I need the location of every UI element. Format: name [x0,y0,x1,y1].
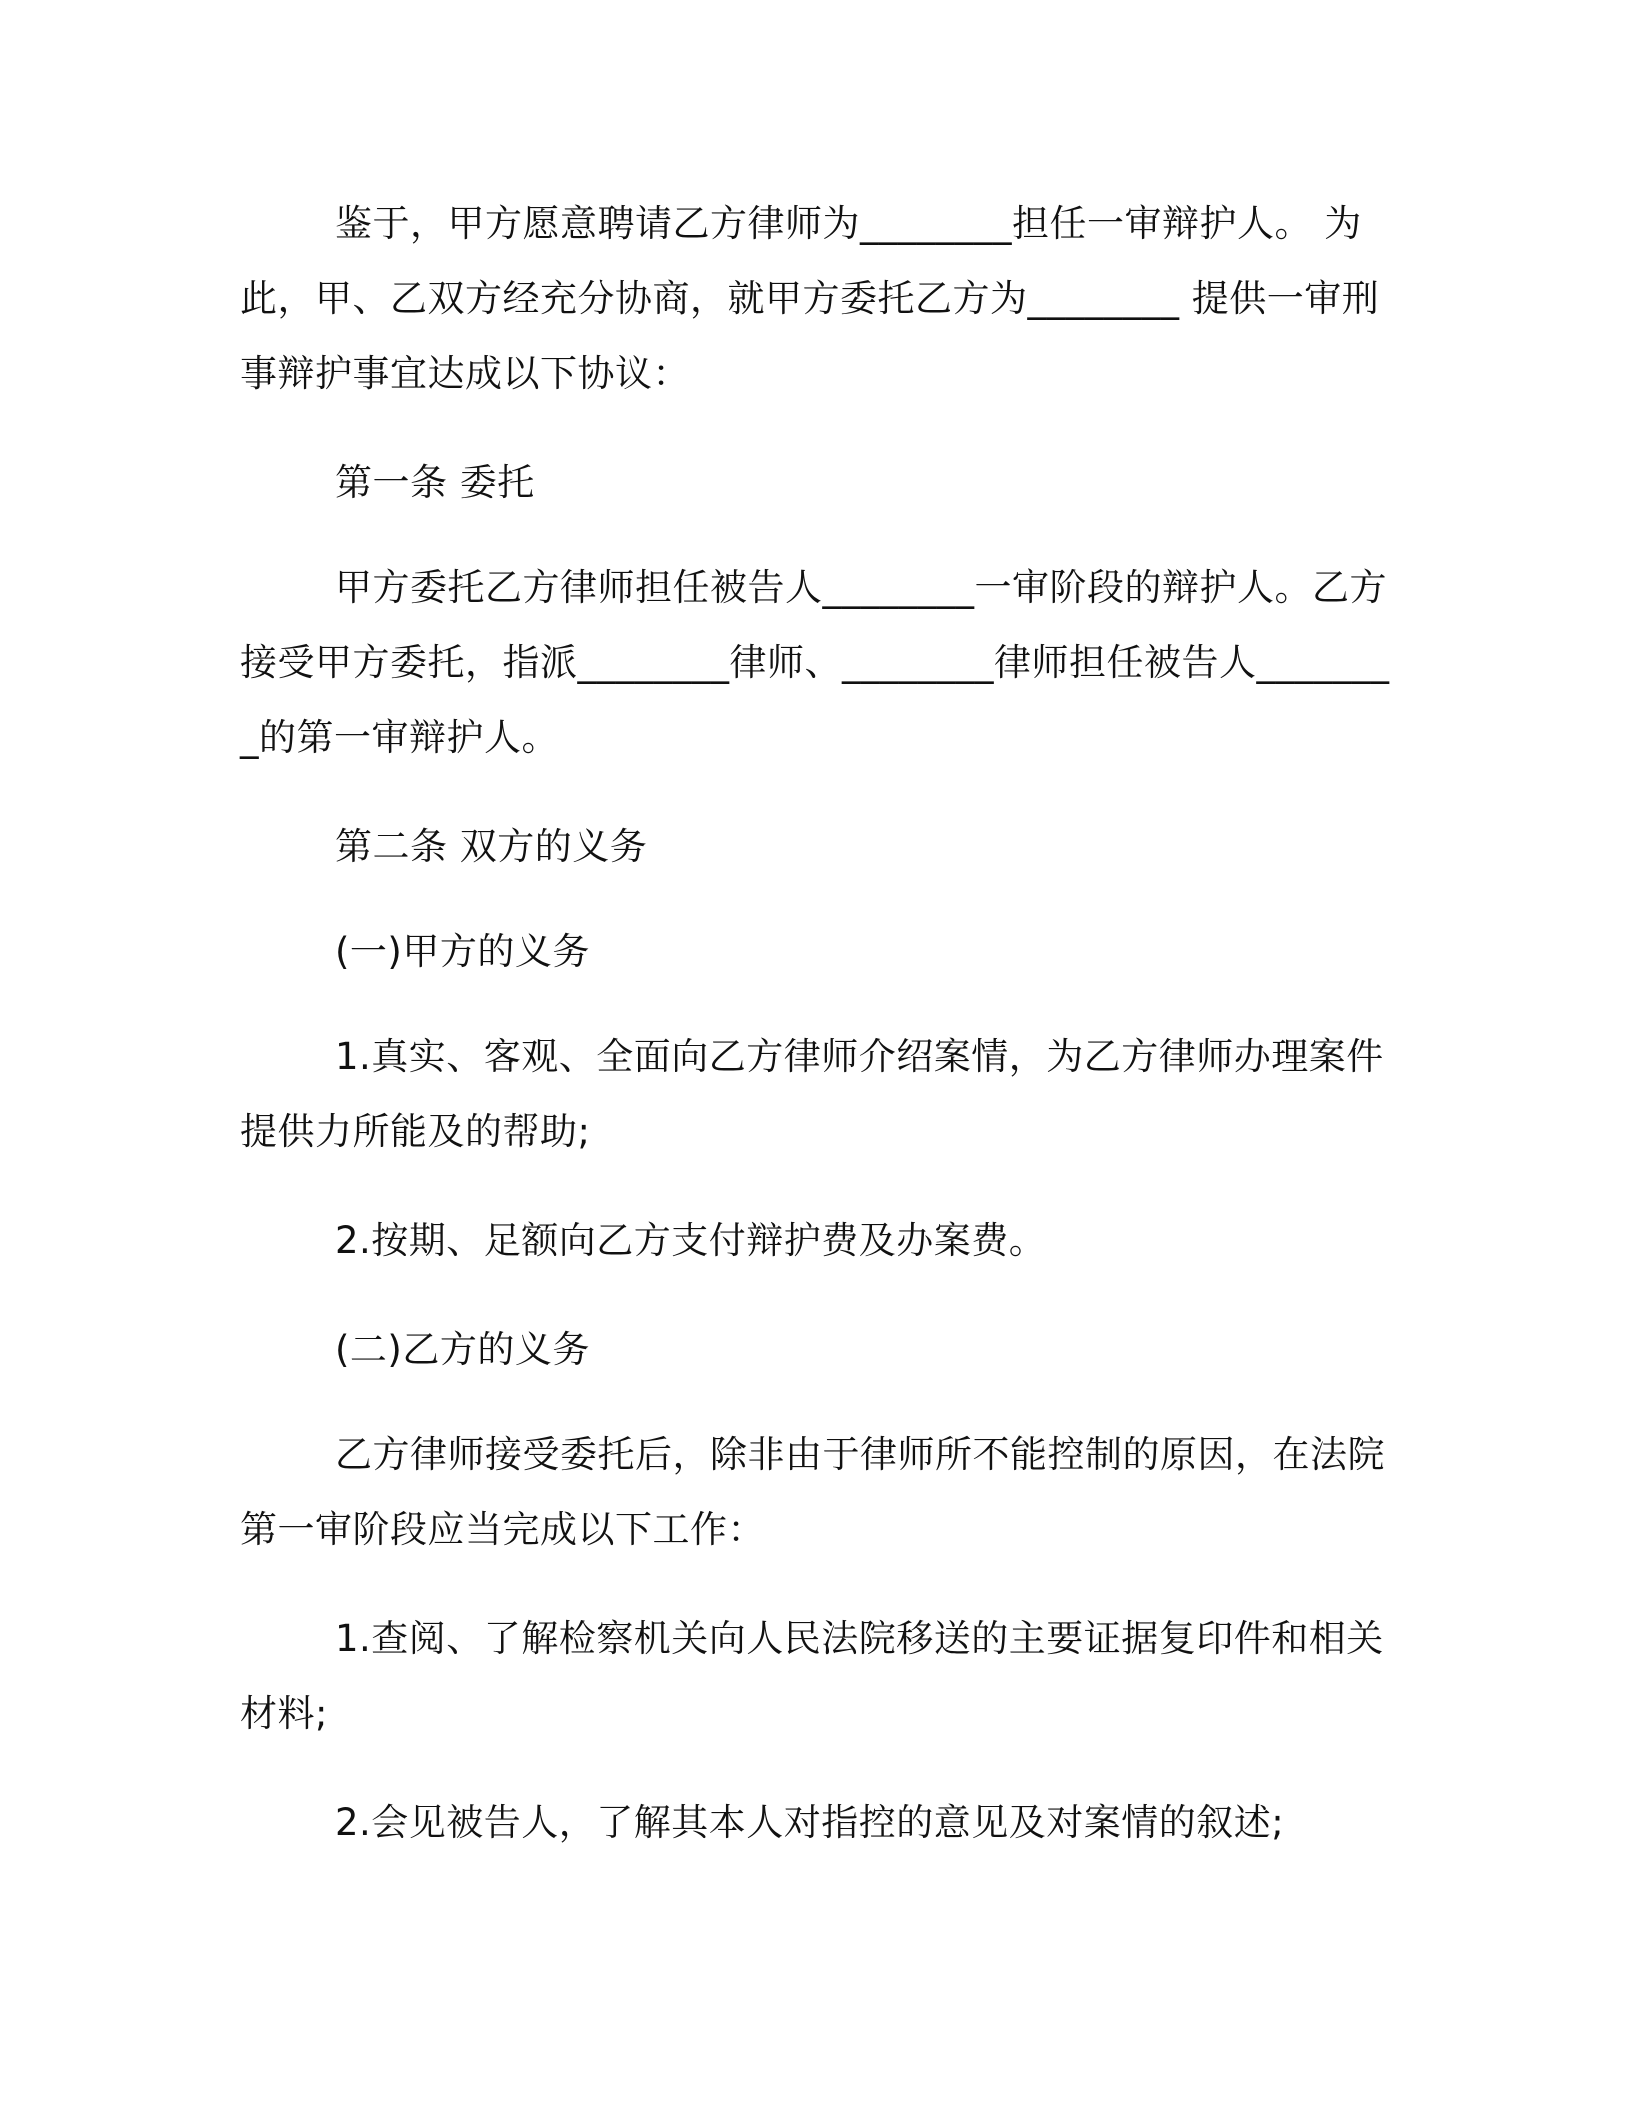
party-a-duty-2: 2.按期、足额向乙方支付辩护费及办案费。 [335,1219,1047,1262]
article-1-paragraph: 甲方委托乙方律师担任被告人________一审阶段的辩护人。乙方接受甲方委托，指派________律师、________律师担任被告人________的第一审辩护人。 [240,566,1390,759]
document-body [240,186,1390,1894]
article-2-heading: 第二条 双方的义务 [335,825,648,868]
article-1-heading: 第一条 委托 [335,461,535,504]
party-a-duty-1: 1.真实、客观、全面向乙方律师介绍案情，为乙方律师办理案件提供力所能及的帮助; [240,1035,1384,1153]
preamble-paragraph: 鉴于，甲方愿意聘请乙方律师为________担任一审辩护人。 为此，甲、乙双方经充分协商，就甲方委托乙方为________ 提供一审刑事辩护事宜达成以下协议： [240,202,1380,395]
party-a-duties-heading: (一)甲方的义务 [335,930,590,973]
party-b-duty-1: 1.查阅、了解检察机关向人民法院移送的主要证据复印件和相关材料; [240,1617,1384,1735]
party-b-duty-2: 2.会见被告人，了解其本人对指控的意见及对案情的叙述; [335,1801,1285,1844]
party-b-duties-intro: 乙方律师接受委托后，除非由于律师所不能控制的原因，在法院第一审阶段应当完成以下工作： [240,1433,1385,1551]
party-b-duties-heading: (二)乙方的义务 [335,1328,590,1371]
